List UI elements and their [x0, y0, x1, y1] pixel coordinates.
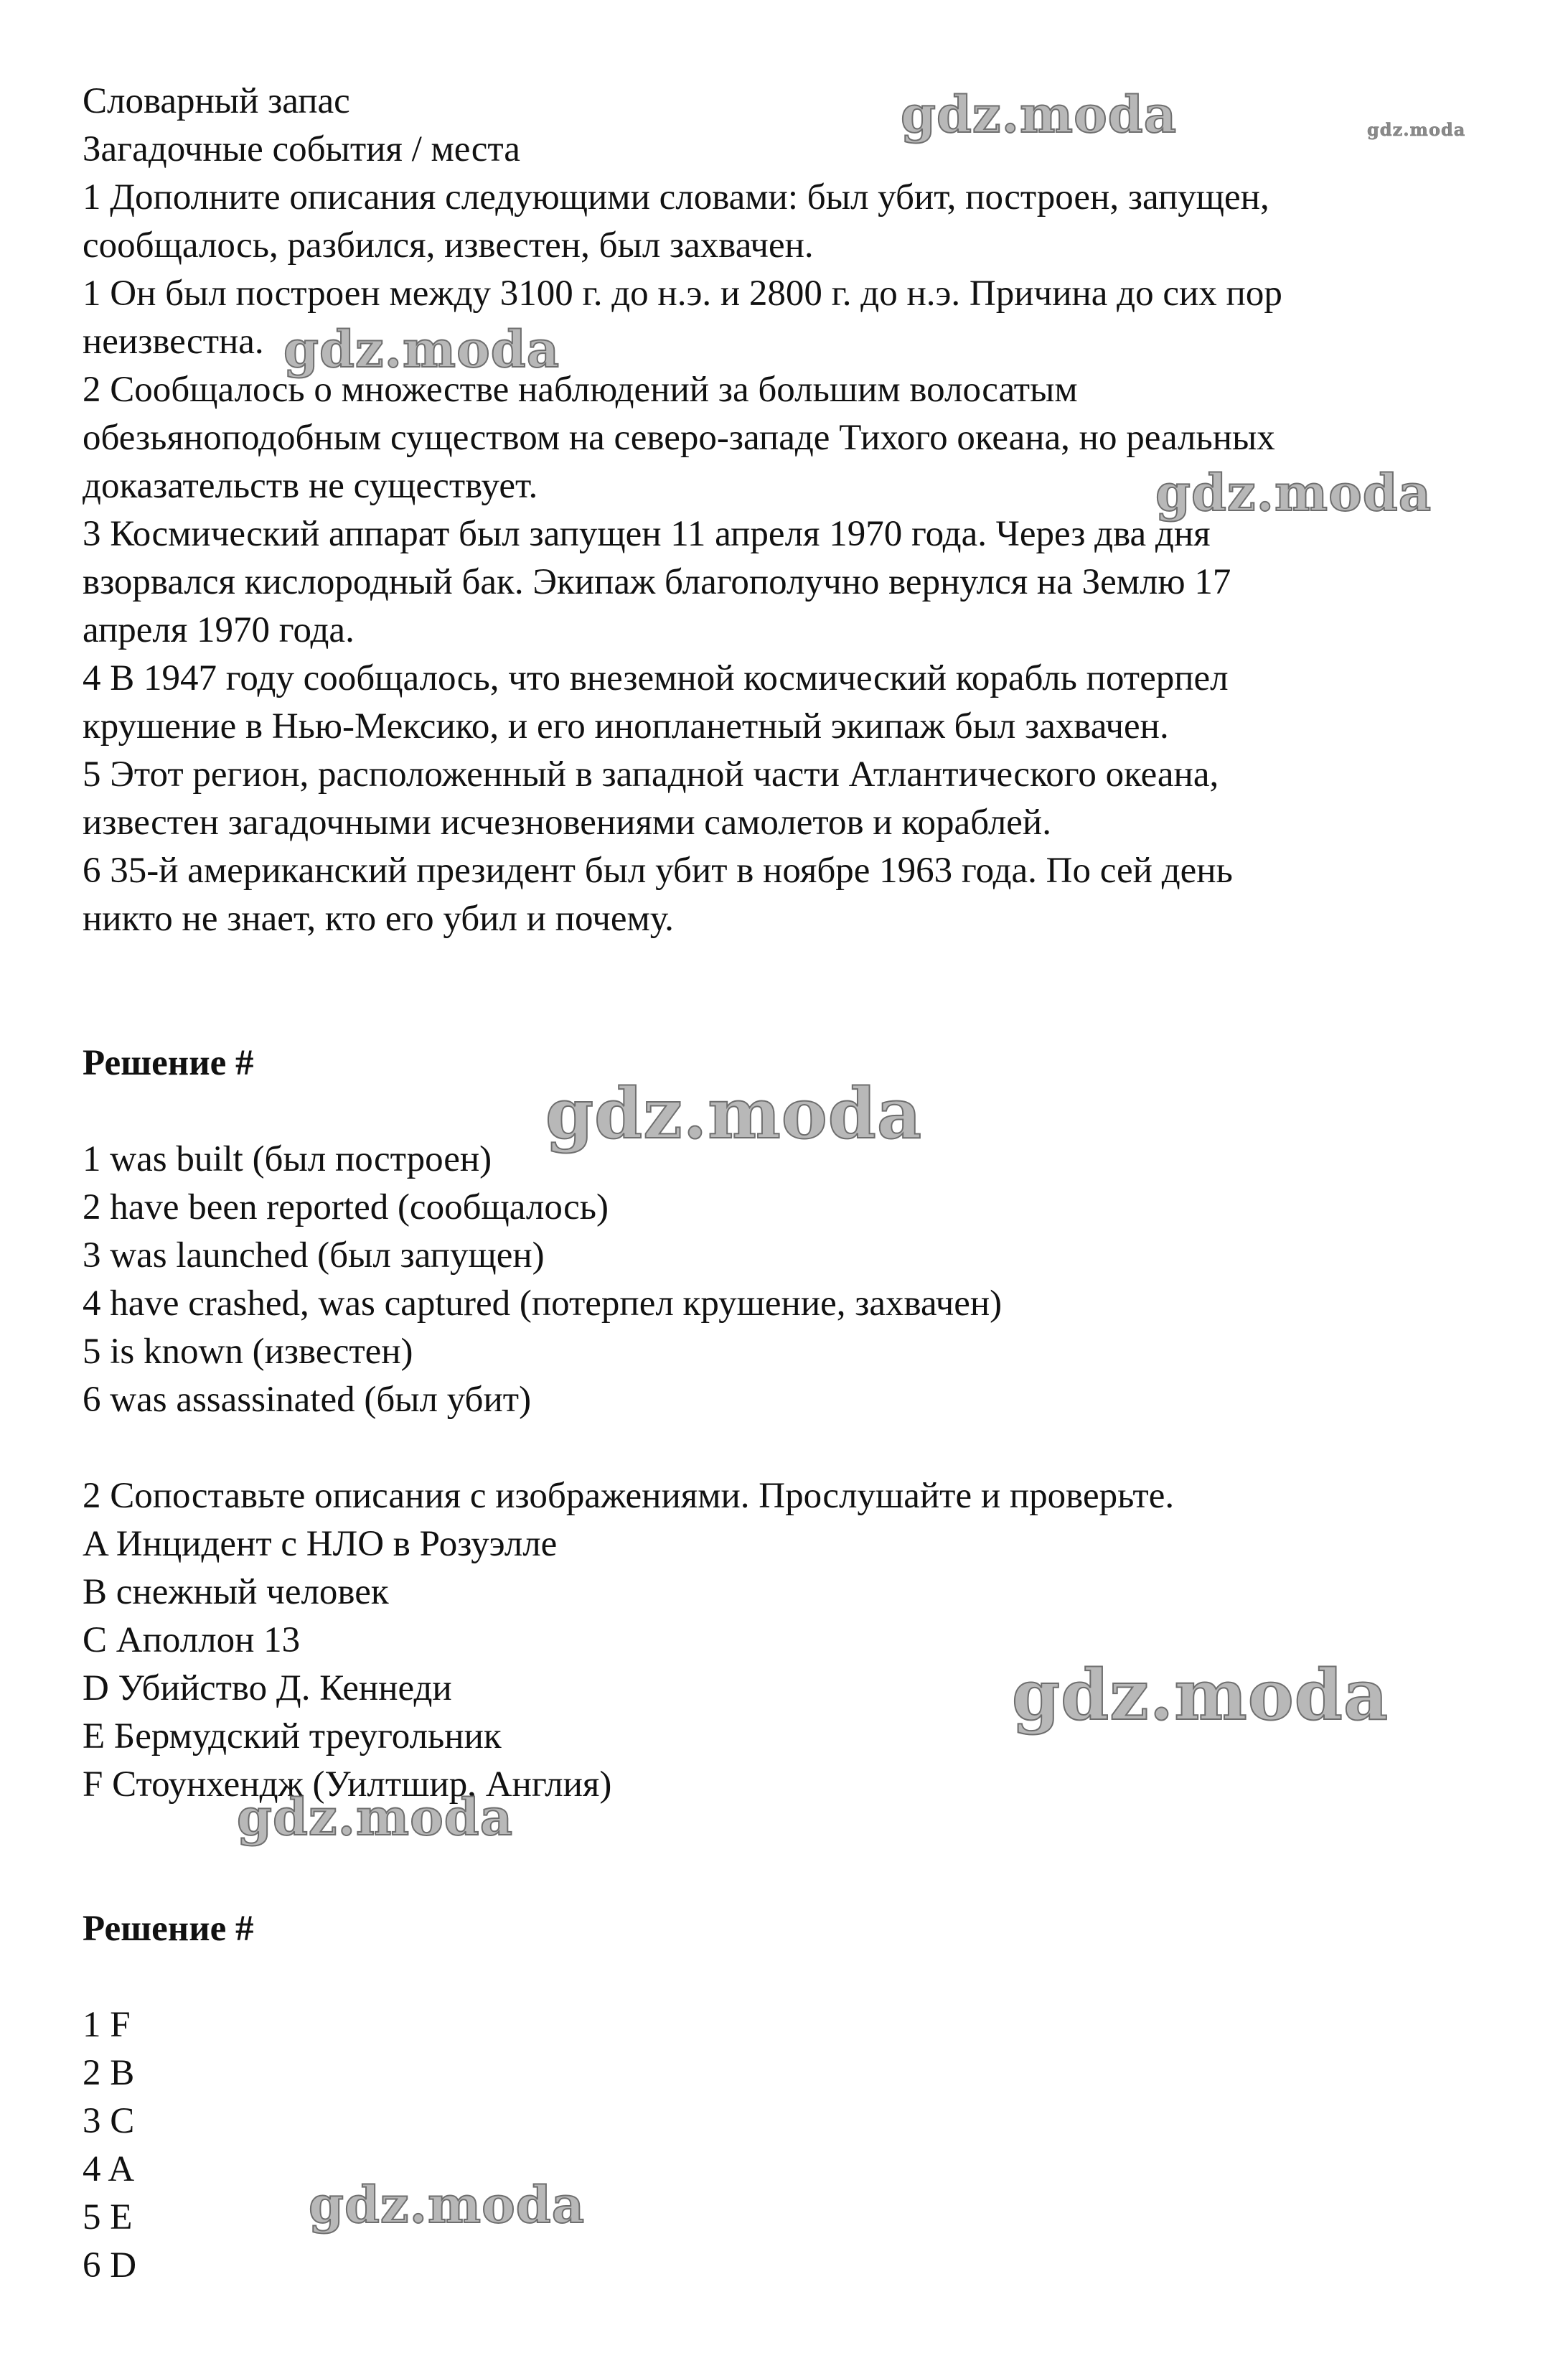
solution-line: 4 have crashed, was captured (потерпел крушение, захвачен): [83, 1283, 1003, 1324]
solution-line: 4 A: [83, 2149, 135, 2189]
option-line: C Аполлон 13: [83, 1620, 301, 1660]
task1-item-line: апреля 1970 года.: [83, 610, 355, 650]
task1-item-line: неизвестна.: [83, 322, 264, 362]
task1-item-line: никто не знает, кто его убил и почему.: [83, 899, 674, 939]
solution-line: 6 D: [83, 2245, 137, 2286]
topic-title: Загадочные события / места: [83, 129, 520, 169]
option-line: E Бермудский треугольник: [83, 1716, 502, 1756]
spacer: [83, 1809, 1489, 1905]
task1-item-line: 1 Он был построен между 3100 г. до н.э. и 2800 г. до н.э. Причина до сих пор: [83, 273, 1282, 314]
spacer: [83, 943, 1489, 1039]
task1-item-5: [83, 751, 1489, 847]
option-line: A Инцидент с НЛО в Розуэлле: [83, 1524, 558, 1564]
watermark: gdz.moda: [283, 319, 560, 379]
watermark: gdz.moda: [901, 85, 1178, 144]
task1-item-line: 4 В 1947 году сообщалось, что внеземной космический корабль потерпел: [83, 658, 1229, 698]
task1-item-line: взорвался кислородный бак. Экипаж благополучно вернулся на Землю 17: [83, 562, 1231, 602]
solution-line: 6 was assassinated (был убит): [83, 1380, 532, 1420]
option-line: B снежный человек: [83, 1572, 389, 1612]
solution-line: 1 was built (был построен): [83, 1139, 492, 1179]
option-line: D Убийство Д. Кеннеди: [83, 1668, 452, 1708]
task1-item-line: 6 35-й американский президент был убит в ноябре 1963 года. По сей день: [83, 851, 1233, 891]
task2-solution-list: [83, 2001, 1489, 2290]
task2-options: [83, 1520, 1489, 1809]
solution-line: 2 have been reported (сообщалось): [83, 1187, 609, 1227]
task1-item-line: крушение в Нью-Мексико, и его инопланетный экипаж был захвачен.: [83, 706, 1169, 747]
task1-prompt-line: сообщалось, разбился, известен, был захвачен.: [83, 225, 814, 266]
watermark-small: gdz.moda: [1367, 119, 1466, 140]
solution-line: 5 E: [83, 2197, 133, 2237]
spacer: [83, 1087, 1489, 1136]
task1-item-3: [83, 510, 1489, 655]
task1-solution-list: [83, 1136, 1489, 1424]
task1-item-6: [83, 847, 1489, 943]
task1-item-line: обезьяноподобным существом на северо-западе Тихого океана, но реальных: [83, 418, 1275, 458]
solution-line: 2 B: [83, 2053, 135, 2093]
section-title: Словарный запас: [83, 81, 350, 121]
solution-line: 3 was launched (был запущен): [83, 1235, 545, 1276]
watermark: gdz.moda: [1012, 1655, 1389, 1736]
task1-item-line: доказательств не существует.: [83, 466, 538, 506]
watermark: gdz.moda: [1155, 463, 1432, 523]
task1-prompt: [83, 174, 1489, 270]
solution-line: 1 F: [83, 2005, 131, 2045]
spacer: [83, 1953, 1489, 2001]
task1-item-line: 5 Этот регион, расположенный в западной части Атлантического океана,: [83, 754, 1219, 795]
option-line: F Стоунхендж (Уилтшир, Англия): [83, 1764, 612, 1805]
task1-solution-heading: Решение #: [83, 1043, 254, 1083]
solution-line: 3 C: [83, 2101, 135, 2141]
task1-prompt-line: 1 Дополните описания следующими словами: был убит, построен, запущен,: [83, 177, 1269, 217]
task1-item-line: известен загадочными исчезновениями самолетов и кораблей.: [83, 803, 1051, 843]
watermark: gdz.moda: [237, 1787, 514, 1847]
task1-item-line: 3 Космический аппарат был запущен 11 апреля 1970 года. Через два дня: [83, 514, 1211, 554]
task2-solution-heading: Решение #: [83, 1909, 254, 1949]
document-page: [83, 78, 1489, 2290]
task1-item-2: [83, 366, 1489, 510]
watermark: gdz.moda: [309, 2175, 586, 2235]
task1-item-1: [83, 270, 1489, 366]
spacer: [83, 1424, 1489, 1472]
task1-item-line: 2 Сообщалось о множестве наблюдений за большим волосатым: [83, 370, 1078, 410]
task2-prompt: 2 Сопоставьте описания с изображениями. Прослушайте и проверьте.: [83, 1476, 1175, 1516]
watermark: gdz.moda: [545, 1073, 923, 1154]
task1-item-4: [83, 655, 1489, 751]
solution-line: 5 is known (известен): [83, 1332, 413, 1372]
